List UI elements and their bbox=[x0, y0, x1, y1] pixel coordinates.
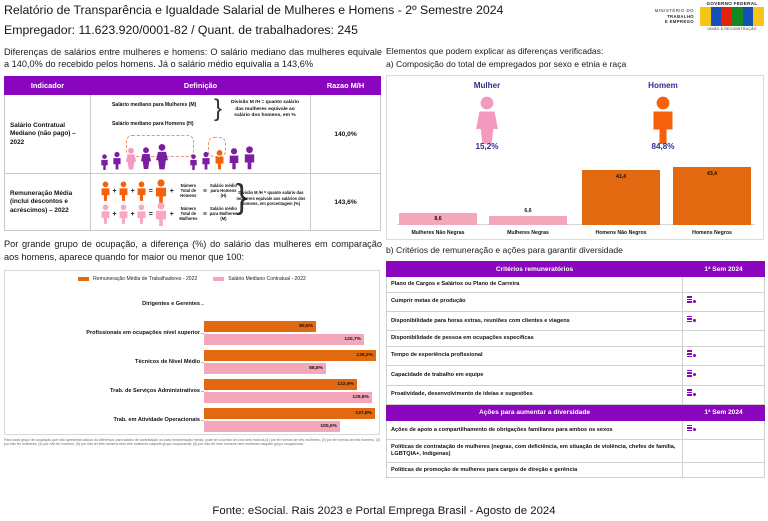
criteria-mark bbox=[683, 385, 765, 404]
brasil-brand bbox=[700, 1, 764, 31]
person-icon-purple bbox=[140, 146, 152, 170]
table-row bbox=[5, 174, 381, 231]
criteria-label: Plano de Cargos e Salários ou Plano de Carreira bbox=[387, 277, 683, 292]
occupation-label-3: Trab. de Serviços Administrativos bbox=[110, 387, 200, 394]
occupation-row bbox=[5, 406, 379, 434]
person-icon-purple bbox=[100, 154, 109, 170]
bar-salario-4 bbox=[204, 421, 340, 432]
table-row bbox=[387, 277, 765, 292]
bar-mulheres-negras bbox=[489, 216, 567, 225]
occupation-label-2: Técnicos de Nível Médio bbox=[135, 358, 200, 365]
men-total-label: Número Total de Homens bbox=[180, 183, 197, 198]
plus-sign: + bbox=[130, 187, 135, 195]
plus-sign: + bbox=[169, 210, 174, 218]
government-logo bbox=[618, 1, 764, 37]
person-icon-pink-highlighted bbox=[125, 147, 137, 170]
legend-label-remuneracao: Remuneração Média de Trabalhadores - 2022 bbox=[93, 275, 198, 282]
person-icon-purple bbox=[228, 147, 240, 170]
definition-cell-mediano bbox=[91, 95, 311, 174]
check-mark-icon bbox=[687, 350, 696, 358]
table-row bbox=[387, 292, 765, 311]
legend-swatch-pink bbox=[213, 277, 224, 282]
occupation-label-0: Dirigentes e Gerentes bbox=[142, 300, 200, 307]
bar-remuneracao-4 bbox=[204, 408, 375, 419]
criteria-label: Disponibilidade para horas extras, reuniões com clientes e viagens bbox=[387, 312, 683, 331]
people-pictograph-row bbox=[100, 143, 256, 170]
bar-category-label: Mulheres Não Negras bbox=[411, 229, 465, 236]
ministry-label bbox=[618, 8, 694, 25]
criteria-label: Capacidade de trabalho em equipe bbox=[387, 366, 683, 385]
action-mark bbox=[683, 440, 765, 463]
bar-salario-3 bbox=[204, 392, 372, 403]
occupation-row bbox=[5, 348, 379, 376]
action-label: Políticas de contratação de mulheres (negras, com deficiência, em situação de violência, chefes de família, LGBTQIA+, Indígenas) bbox=[387, 440, 683, 463]
definition-cell-media bbox=[91, 174, 311, 231]
bar-category-label: Mulheres Negras bbox=[507, 229, 549, 236]
bar-group-2 bbox=[204, 348, 376, 376]
criteria-label: Proatividade, desenvolvimento de ideias e sugestões bbox=[387, 385, 683, 404]
occupation-rows bbox=[5, 290, 379, 435]
bar-value-label: 129,8% bbox=[352, 394, 369, 400]
criteria-mark bbox=[683, 346, 765, 365]
person-icon-pink bbox=[118, 204, 129, 224]
race-ethnicity-bar-chart bbox=[397, 152, 755, 236]
criteria-mark bbox=[683, 331, 765, 346]
equation-women bbox=[100, 202, 238, 226]
col-indicador: Indicador bbox=[5, 77, 91, 95]
salary-difference-paragraph: Diferenças de salários entre mulheres e homens: O salário mediano das mulheres equivale a 140,0% do recebido pelos homens. Já o salário médio equivalia a 143,6% bbox=[4, 47, 382, 70]
bar-value-label: 137,8% bbox=[355, 411, 372, 417]
brace-icon: } bbox=[236, 178, 248, 217]
check-mark-icon bbox=[687, 389, 696, 397]
actions-header-label: Ações para aumentar a diversidade bbox=[387, 405, 683, 420]
check-mark-icon bbox=[687, 296, 696, 304]
table-row bbox=[387, 312, 765, 331]
title-block bbox=[4, 2, 503, 39]
occupation-row bbox=[5, 290, 379, 318]
plus-sign: + bbox=[130, 210, 135, 218]
bar-remuneracao-1 bbox=[204, 321, 316, 332]
bar-value-label: 88,8% bbox=[309, 365, 323, 371]
bar-value-label: 6,6 bbox=[524, 207, 532, 214]
bar-value-label: 122,9% bbox=[337, 382, 354, 388]
table-row bbox=[387, 366, 765, 385]
ratio-value-mediano: 140,0% bbox=[311, 95, 381, 174]
criteria-label: Tempo de experiência profissional bbox=[387, 346, 683, 365]
chart-legend bbox=[5, 276, 379, 282]
women-total-label: Número Total de Mulheres bbox=[179, 206, 198, 221]
person-icon-purple bbox=[155, 143, 169, 170]
occupation-label-4: Trab. em Atividade Operacionais bbox=[113, 416, 200, 423]
def-women-median-label: Salário mediano para Mulheres (M) bbox=[112, 102, 197, 109]
bar-value-label: 120,7% bbox=[344, 336, 361, 342]
ministry-line-2: TRABALHO bbox=[667, 13, 694, 19]
gov-federal-label: GOVERNO FEDERAL bbox=[706, 1, 758, 6]
plus-sign: + bbox=[169, 187, 174, 195]
employer-line: Empregador: 11.623.920/0001-82 / Quant. de trabalhadores: 245 bbox=[4, 23, 358, 37]
legend-swatch-orange bbox=[78, 277, 89, 282]
person-icon-purple bbox=[243, 145, 256, 170]
occupation-row bbox=[5, 377, 379, 405]
women-average-label: Salário médio para Mulheres (M) bbox=[209, 206, 238, 221]
person-icon-pink-large bbox=[154, 202, 168, 226]
equals-sign: = bbox=[148, 210, 153, 218]
equals-sign: ≡ bbox=[202, 210, 207, 218]
actions-header-period: 1ª Sem 2024 bbox=[683, 405, 765, 420]
person-icon-orange bbox=[100, 181, 111, 201]
person-icon-pink bbox=[136, 204, 147, 224]
race-bar-column bbox=[399, 163, 477, 225]
bar-value-label: 41,4 bbox=[615, 173, 627, 180]
criteria-table bbox=[386, 261, 765, 405]
occupation-intro-paragraph: Por grande grupo de ocupação, a diferença (%) do salário das mulheres em comparação aos homens, aparece quando for maior ou menor que 100: bbox=[4, 239, 382, 262]
occupation-gap-chart bbox=[4, 270, 380, 435]
person-icon-purple bbox=[112, 151, 122, 170]
woman-title: Mulher bbox=[473, 80, 501, 90]
woman-percentage: 15,2% bbox=[475, 141, 499, 151]
table-row bbox=[387, 385, 765, 404]
equation-men bbox=[100, 179, 238, 203]
ministry-line-1: MINISTÉRIO DO bbox=[654, 8, 694, 13]
check-mark-icon bbox=[687, 370, 696, 378]
person-icon-purple bbox=[201, 151, 211, 170]
axis-tick bbox=[201, 304, 204, 305]
ratio-value-media: 143,6% bbox=[311, 174, 381, 231]
bar-salario-1 bbox=[204, 334, 364, 345]
table-row bbox=[387, 462, 765, 477]
criteria-mark bbox=[683, 292, 765, 311]
plus-sign: + bbox=[112, 187, 117, 195]
bar-category-label: Homens Não Negros bbox=[595, 229, 647, 236]
section-b-heading: b) Critérios de remuneração e ações para garantir diversidade bbox=[386, 244, 623, 255]
men-average-label: Salário médio para Homens (H) bbox=[210, 183, 237, 198]
bar-group-4 bbox=[204, 406, 375, 434]
brace-icon: } bbox=[214, 95, 223, 123]
brasil-blocks-icon bbox=[700, 7, 764, 26]
page-title: Relatório de Transparência e Igualdade Salarial de Mulheres e Homens - 2º Semestre 2024 bbox=[4, 3, 504, 17]
ministry-line-3: E EMPREGO bbox=[664, 19, 694, 25]
person-icon-orange bbox=[136, 181, 147, 201]
action-label: Políticas de promoção de mulheres para cargos de direção e gerência bbox=[387, 462, 683, 477]
right-column bbox=[386, 46, 766, 478]
elements-intro-paragraph: Elementos que podem explicar as diferenças verificadas: bbox=[386, 46, 604, 56]
source-footer: Fonte: eSocial. Rais 2023 e Portal Emprega Brasil - Agosto de 2024 bbox=[212, 505, 556, 517]
bar-group-1 bbox=[204, 319, 364, 347]
action-mark bbox=[683, 462, 765, 477]
bar-value-label: 80,5% bbox=[299, 324, 313, 330]
table-row bbox=[387, 420, 765, 439]
race-bar-column bbox=[673, 163, 751, 225]
criteria-header-label: Critérios remuneratórios bbox=[387, 262, 683, 277]
section-a-heading: a) Composição do total de empregados por sexo e etnia e raça bbox=[386, 59, 627, 70]
equals-sign: ≡ bbox=[202, 187, 207, 195]
occupation-label-1: Profissionais em ocupações nível superior bbox=[86, 329, 200, 336]
bar-category-label: Homens Negros bbox=[692, 229, 732, 236]
person-icon-orange bbox=[118, 181, 129, 201]
table-row bbox=[387, 440, 765, 463]
table-header-row bbox=[387, 262, 765, 277]
chart-footnote: Para cada grupo de ocupação que não apresenta cálculo da diferença, para salário de contratação ou para remuneração média, pode ter ocorrido um dos seis motivos:(1) por ter menos de três mulheres; (2) por ter menos de três homens; (3) por não ter mulheres; (4) por não ter homens; (5) por não ter três homens nem três mulheres naquele grupo ocupacional; (6) por não ter nem homens nem mulheres naquele grupo ocupacional. bbox=[4, 437, 380, 447]
check-mark-icon bbox=[687, 425, 696, 433]
table-header-row bbox=[387, 405, 765, 420]
person-icon-orange-large bbox=[154, 179, 168, 203]
report-header bbox=[0, 0, 768, 44]
bar-remuneracao-2 bbox=[204, 350, 376, 361]
composition-chart bbox=[386, 75, 764, 240]
legend-label-salario: Salário Mediano Contratual - 2022 bbox=[228, 275, 306, 282]
bar-salario-2 bbox=[204, 363, 326, 374]
bar-value-label: 8,6 bbox=[434, 215, 442, 222]
col-definicao: Definição bbox=[91, 77, 311, 95]
man-percentage: 84,8% bbox=[651, 141, 675, 151]
bar-remuneracao-3 bbox=[204, 379, 357, 390]
table-row bbox=[387, 346, 765, 365]
occupation-row bbox=[5, 319, 379, 347]
equals-sign: = bbox=[148, 187, 153, 195]
indicator-name-mediano: Salário Contratual Mediano (não pago) – 2022 bbox=[5, 95, 91, 174]
bar-group-3 bbox=[204, 377, 372, 405]
criteria-mark bbox=[683, 366, 765, 385]
tagline-label: UNIÃO E RECONSTRUÇÃO bbox=[707, 27, 757, 31]
person-icon-pink bbox=[100, 204, 111, 224]
indicator-name-media: Remuneração Média (inclui descontos e acréscimos) – 2022 bbox=[5, 174, 91, 231]
legend-item-salario bbox=[213, 276, 306, 282]
race-bar-column bbox=[582, 163, 660, 225]
def-men-median-label: Salário mediano para Homens (H) bbox=[112, 121, 194, 128]
person-icon-orange-highlighted bbox=[214, 149, 225, 170]
bar-value-label: 43,4 bbox=[706, 170, 718, 177]
left-column bbox=[4, 46, 382, 447]
criteria-label: Cumprir metas de produção bbox=[387, 292, 683, 311]
def-note-media: Divisão M /H = quanto salário das mulheres equivale aos salários dos homens, em porcentagem (%) bbox=[236, 190, 306, 206]
actions-table bbox=[386, 405, 765, 478]
def-note-mediano: Divisão M /H = quanto salário das mulheres equivale ao salário dos homens, em % bbox=[230, 100, 300, 119]
criteria-mark bbox=[683, 277, 765, 292]
criteria-label: Disponibilidade de pessoa em ocupações específicas bbox=[387, 331, 683, 346]
indicator-table bbox=[4, 76, 381, 231]
check-mark-icon bbox=[687, 316, 696, 324]
action-mark bbox=[683, 420, 765, 439]
legend-item-remuneracao bbox=[78, 276, 197, 282]
person-icon-purple bbox=[189, 154, 198, 170]
race-bar-column bbox=[489, 163, 567, 225]
criteria-header-period: 1ª Sem 2024 bbox=[683, 262, 765, 277]
table-header-row bbox=[5, 77, 381, 95]
bar-value-label: 100,0% bbox=[320, 423, 337, 429]
plus-sign: + bbox=[112, 210, 117, 218]
table-row bbox=[5, 95, 381, 174]
action-label: Ações de apoio a compartilhamento de obrigações familiares para ambos os sexos bbox=[387, 420, 683, 439]
col-razao: Razao M/H bbox=[311, 77, 381, 95]
bar-value-label: 138,2% bbox=[356, 353, 373, 359]
criteria-mark bbox=[683, 312, 765, 331]
table-row bbox=[387, 331, 765, 346]
man-title: Homem bbox=[648, 80, 678, 90]
